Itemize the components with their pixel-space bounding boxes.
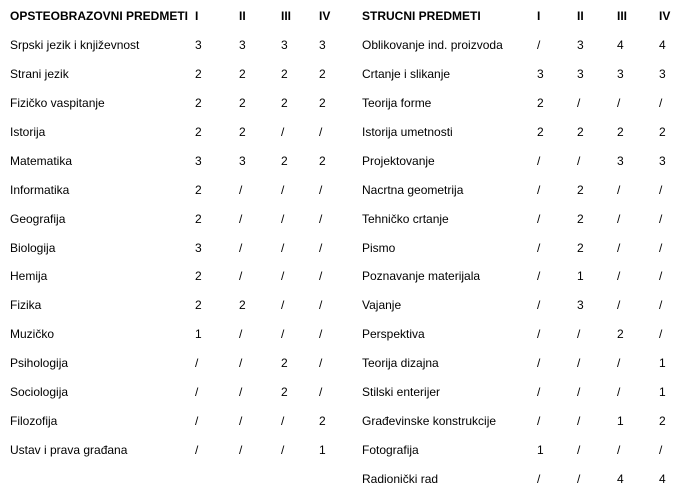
vocational-subject-year-4-hours: 3 — [659, 67, 666, 82]
vocational-subject-year-2-hours: 2 — [577, 240, 584, 255]
vocational-subject-name: Nacrtna geometrija — [362, 182, 464, 197]
vocational-subject-year-4-hours: / — [659, 327, 663, 342]
general-subject-year-2-hours: / — [239, 356, 243, 371]
general-subject-year-4-hours: 2 — [319, 153, 326, 168]
left-year-1-header: I — [195, 9, 199, 24]
vocational-subject-year-1-hours: / — [537, 38, 541, 53]
vocational-subject-year-3-hours: 2 — [617, 327, 624, 342]
vocational-subject-year-2-hours: 2 — [577, 182, 584, 197]
table-row — [10, 118, 689, 147]
general-subject-year-4-hours: / — [319, 356, 323, 371]
vocational-subject-name: Oblikovanje ind. proizvoda — [362, 38, 503, 53]
general-subject-year-4-hours: / — [319, 385, 323, 400]
general-subject-year-4-hours: / — [319, 240, 323, 255]
general-subject-year-3-hours: 2 — [281, 356, 288, 371]
vocational-subject-year-4-hours: 4 — [659, 38, 666, 53]
general-subject-year-4-hours: / — [319, 125, 323, 139]
general-subject-year-4-hours: 2 — [319, 96, 326, 111]
general-subject-name: Sociologija — [10, 385, 69, 400]
vocational-subject-year-2-hours: 3 — [577, 298, 584, 313]
general-subject-year-3-hours: / — [281, 269, 285, 284]
general-subject-name: Istorija — [10, 125, 46, 139]
general-subject-year-3-hours: / — [281, 298, 285, 313]
table-row — [10, 406, 689, 435]
general-subject-year-4-hours: / — [319, 182, 323, 197]
general-subject-year-4-hours: / — [319, 269, 323, 284]
vocational-subject-year-2-hours: / — [577, 413, 581, 428]
general-subject-name: Biologija — [10, 240, 56, 255]
general-subject-year-3-hours: / — [281, 211, 285, 226]
general-subject-year-3-hours: 2 — [281, 153, 288, 168]
vocational-subject-year-1-hours: / — [537, 413, 541, 428]
vocational-subject-name: Građevinske konstrukcije — [362, 413, 497, 428]
general-subject-year-4-hours: / — [319, 298, 323, 313]
general-subject-year-1-hours: 2 — [195, 211, 202, 226]
vocational-subject-year-3-hours: / — [617, 298, 621, 313]
vocational-subject-year-3-hours: / — [617, 385, 621, 400]
general-subject-year-3-hours: / — [281, 442, 285, 457]
general-subject-year-4-hours: / — [319, 327, 323, 342]
vocational-subject-year-2-hours: / — [577, 96, 581, 111]
vocational-subject-year-1-hours: / — [537, 385, 541, 400]
vocational-subject-year-3-hours: / — [617, 182, 621, 197]
general-subject-name: Fizičko vaspitanje — [10, 96, 105, 111]
vocational-subject-name: Tehničko crtanje — [362, 211, 449, 226]
vocational-subject-year-3-hours: / — [617, 240, 621, 255]
vocational-subject-name: Pismo — [362, 240, 396, 255]
vocational-subject-year-3-hours: 4 — [617, 38, 624, 53]
general-subject-year-1-hours: 3 — [195, 240, 202, 255]
vocational-subject-year-3-hours: / — [617, 356, 621, 371]
general-subject-year-2-hours: / — [239, 211, 243, 226]
general-subject-year-1-hours: 2 — [195, 96, 202, 111]
general-subject-year-1-hours: 2 — [195, 269, 202, 284]
general-subject-year-2-hours: 2 — [239, 298, 246, 313]
vocational-subject-year-4-hours: 3 — [659, 153, 666, 168]
left-year-2-header: II — [239, 9, 246, 24]
vocational-subject-year-2-hours: 3 — [577, 38, 584, 53]
general-subject-year-3-hours: / — [281, 125, 285, 139]
vocational-subject-name: Fotografija — [362, 442, 419, 457]
general-subject-name: Matematika — [10, 153, 73, 168]
vocational-subject-year-4-hours: 2 — [659, 125, 666, 139]
vocational-subject-year-4-hours: / — [659, 182, 663, 197]
table-row — [10, 31, 689, 60]
vocational-subject-year-2-hours: / — [577, 327, 581, 342]
vocational-subject-year-4-hours: 2 — [659, 413, 666, 428]
general-subject-year-3-hours: / — [281, 327, 285, 342]
general-subject-year-2-hours: / — [239, 413, 243, 428]
table-row — [10, 175, 689, 204]
table-row — [10, 291, 689, 320]
vocational-subject-name: Perspektiva — [362, 327, 425, 342]
general-subject-year-4-hours: / — [319, 211, 323, 226]
general-subject-year-1-hours: 3 — [195, 38, 202, 53]
vocational-subject-year-4-hours: 4 — [659, 471, 666, 486]
vocational-subject-year-2-hours: 2 — [577, 125, 584, 139]
general-subject-year-4-hours: 2 — [319, 67, 326, 82]
general-subjects-header: OPSTEOBRAZOVNI PREDMETI — [10, 9, 189, 24]
vocational-subject-name: Teorija dizajna — [362, 356, 439, 371]
general-subject-name: Strani jezik — [10, 67, 69, 82]
vocational-subject-year-3-hours: / — [617, 442, 621, 457]
general-subject-year-2-hours: 2 — [239, 125, 246, 139]
table-row — [10, 204, 689, 233]
general-subject-name: Informatika — [10, 182, 70, 197]
right-year-1-header: I — [537, 9, 541, 24]
subjects-table — [10, 2, 689, 493]
vocational-subject-year-2-hours: 3 — [577, 67, 584, 82]
header-row — [10, 2, 689, 31]
vocational-subject-year-2-hours: 2 — [577, 211, 584, 226]
general-subject-year-3-hours: / — [281, 182, 285, 197]
vocational-subject-year-1-hours: / — [537, 182, 541, 197]
vocational-subject-name: Poznavanje materijala — [362, 269, 481, 284]
vocational-subject-year-1-hours: / — [537, 471, 541, 486]
vocational-subject-year-2-hours: / — [577, 153, 581, 168]
table-row — [10, 89, 689, 118]
vocational-subject-year-4-hours: 1 — [659, 385, 666, 400]
vocational-subject-year-1-hours: / — [537, 153, 541, 168]
table-row — [10, 464, 689, 493]
vocational-subject-year-1-hours: / — [537, 298, 541, 313]
general-subject-year-3-hours: 2 — [281, 67, 288, 82]
general-subject-year-2-hours: / — [239, 327, 243, 342]
vocational-subject-year-3-hours: 2 — [617, 125, 624, 139]
vocational-subject-year-1-hours: / — [537, 240, 541, 255]
general-subject-year-3-hours: 2 — [281, 385, 288, 400]
general-subject-year-2-hours — [239, 464, 281, 493]
vocational-subject-year-4-hours: / — [659, 269, 663, 284]
vocational-subject-year-2-hours: / — [577, 385, 581, 400]
table-row — [10, 349, 689, 378]
vocational-subject-year-4-hours: / — [659, 298, 663, 313]
general-subject-year-4-hours: 2 — [319, 413, 326, 428]
vocational-subject-year-1-hours: 2 — [537, 96, 544, 111]
table-row — [10, 320, 689, 349]
general-subject-year-1-hours — [195, 464, 239, 493]
general-subject-year-2-hours: / — [239, 385, 243, 400]
general-subject-name: Geografija — [10, 211, 66, 226]
vocational-subject-name: Vajanje — [362, 298, 402, 313]
vocational-subject-year-4-hours: 1 — [659, 356, 666, 371]
vocational-subject-name: Teorija forme — [362, 96, 432, 111]
general-subject-year-3-hours: 2 — [281, 96, 288, 111]
vocational-subject-year-1-hours: / — [537, 211, 541, 226]
general-subject-name: Hemija — [10, 269, 48, 284]
right-year-2-header: II — [577, 9, 584, 24]
vocational-subject-year-3-hours: 3 — [617, 153, 624, 168]
vocational-subject-name: Istorija umetnosti — [362, 125, 453, 139]
vocational-subject-year-3-hours: 4 — [617, 471, 624, 486]
general-subject-year-3-hours: / — [281, 413, 285, 428]
general-subject-year-2-hours: / — [239, 442, 243, 457]
general-subject-year-3-hours: 3 — [281, 38, 288, 53]
general-subject-year-1-hours: 1 — [195, 327, 202, 342]
vocational-subject-year-2-hours: / — [577, 442, 581, 457]
general-subject-year-1-hours: 2 — [195, 125, 202, 139]
left-year-3-header: III — [281, 9, 292, 24]
general-subject-year-1-hours: 3 — [195, 153, 202, 168]
vocational-subject-year-4-hours: / — [659, 240, 663, 255]
general-subject-name: Srpski jezik i književnost — [10, 38, 140, 53]
vocational-subject-year-2-hours: 1 — [577, 269, 584, 284]
subjects-body — [10, 31, 689, 493]
table-row — [10, 378, 689, 407]
vocational-subject-year-1-hours: / — [537, 356, 541, 371]
general-subject-year-1-hours: / — [195, 356, 199, 371]
general-subject-year-2-hours: 3 — [239, 153, 246, 168]
general-subject-name: Fizika — [10, 298, 42, 313]
vocational-subject-name: Crtanje i slikanje — [362, 67, 451, 82]
general-subject-year-2-hours: 3 — [239, 38, 246, 53]
table-row — [10, 233, 689, 262]
vocational-subject-year-1-hours: / — [537, 269, 541, 284]
general-subject-name — [10, 464, 195, 493]
general-subject-year-4-hours — [319, 464, 362, 493]
general-subject-year-2-hours: / — [239, 240, 243, 255]
general-subject-year-1-hours: / — [195, 442, 199, 457]
general-subject-year-4-hours: 1 — [319, 442, 326, 457]
general-subject-name: Psihologija — [10, 356, 69, 371]
vocational-subject-year-1-hours: 3 — [537, 67, 544, 82]
general-subject-year-3-hours — [281, 464, 319, 493]
general-subject-year-2-hours: 2 — [239, 67, 246, 82]
general-subject-year-1-hours: / — [195, 413, 199, 428]
vocational-subject-year-2-hours: / — [577, 471, 581, 486]
right-year-4-header: IV — [659, 9, 671, 24]
vocational-subject-year-1-hours: 2 — [537, 125, 544, 139]
left-year-4-header: IV — [319, 9, 331, 24]
vocational-subject-year-2-hours: / — [577, 356, 581, 371]
vocational-subject-year-3-hours: 1 — [617, 413, 624, 428]
vocational-subject-year-3-hours: / — [617, 269, 621, 284]
general-subject-year-1-hours: 2 — [195, 182, 202, 197]
vocational-subject-year-1-hours: / — [537, 327, 541, 342]
general-subject-year-1-hours: / — [195, 385, 199, 400]
vocational-subject-name: Radionički rad — [362, 471, 439, 486]
right-year-3-header: III — [617, 9, 628, 24]
table-row — [10, 60, 689, 89]
vocational-subject-year-4-hours: / — [659, 211, 663, 226]
vocational-subject-name: Projektovanje — [362, 153, 435, 168]
general-subject-year-4-hours: 3 — [319, 38, 326, 53]
general-subject-name: Ustav i prava građana — [10, 442, 128, 457]
table-row — [10, 262, 689, 291]
table-row — [10, 435, 689, 464]
general-subject-year-3-hours: / — [281, 240, 285, 255]
vocational-subject-year-1-hours: 1 — [537, 442, 544, 457]
vocational-subject-year-3-hours: / — [617, 96, 621, 111]
general-subject-name: Muzičko — [10, 327, 55, 342]
general-subject-year-2-hours: / — [239, 269, 243, 284]
general-subject-name: Filozofija — [10, 413, 58, 428]
vocational-subjects-header: STRUCNI PREDMETI — [362, 9, 481, 24]
vocational-subject-name: Stilski enterijer — [362, 385, 441, 400]
vocational-subject-year-3-hours: 3 — [617, 67, 624, 82]
general-subject-year-1-hours: 2 — [195, 67, 202, 82]
vocational-subject-year-3-hours: / — [617, 211, 621, 226]
table-row — [10, 146, 689, 175]
general-subject-year-1-hours: 2 — [195, 298, 202, 313]
vocational-subject-year-4-hours: / — [659, 442, 663, 457]
general-subject-year-2-hours: 2 — [239, 96, 246, 111]
vocational-subject-year-4-hours: / — [659, 96, 663, 111]
general-subject-year-2-hours: / — [239, 182, 243, 197]
